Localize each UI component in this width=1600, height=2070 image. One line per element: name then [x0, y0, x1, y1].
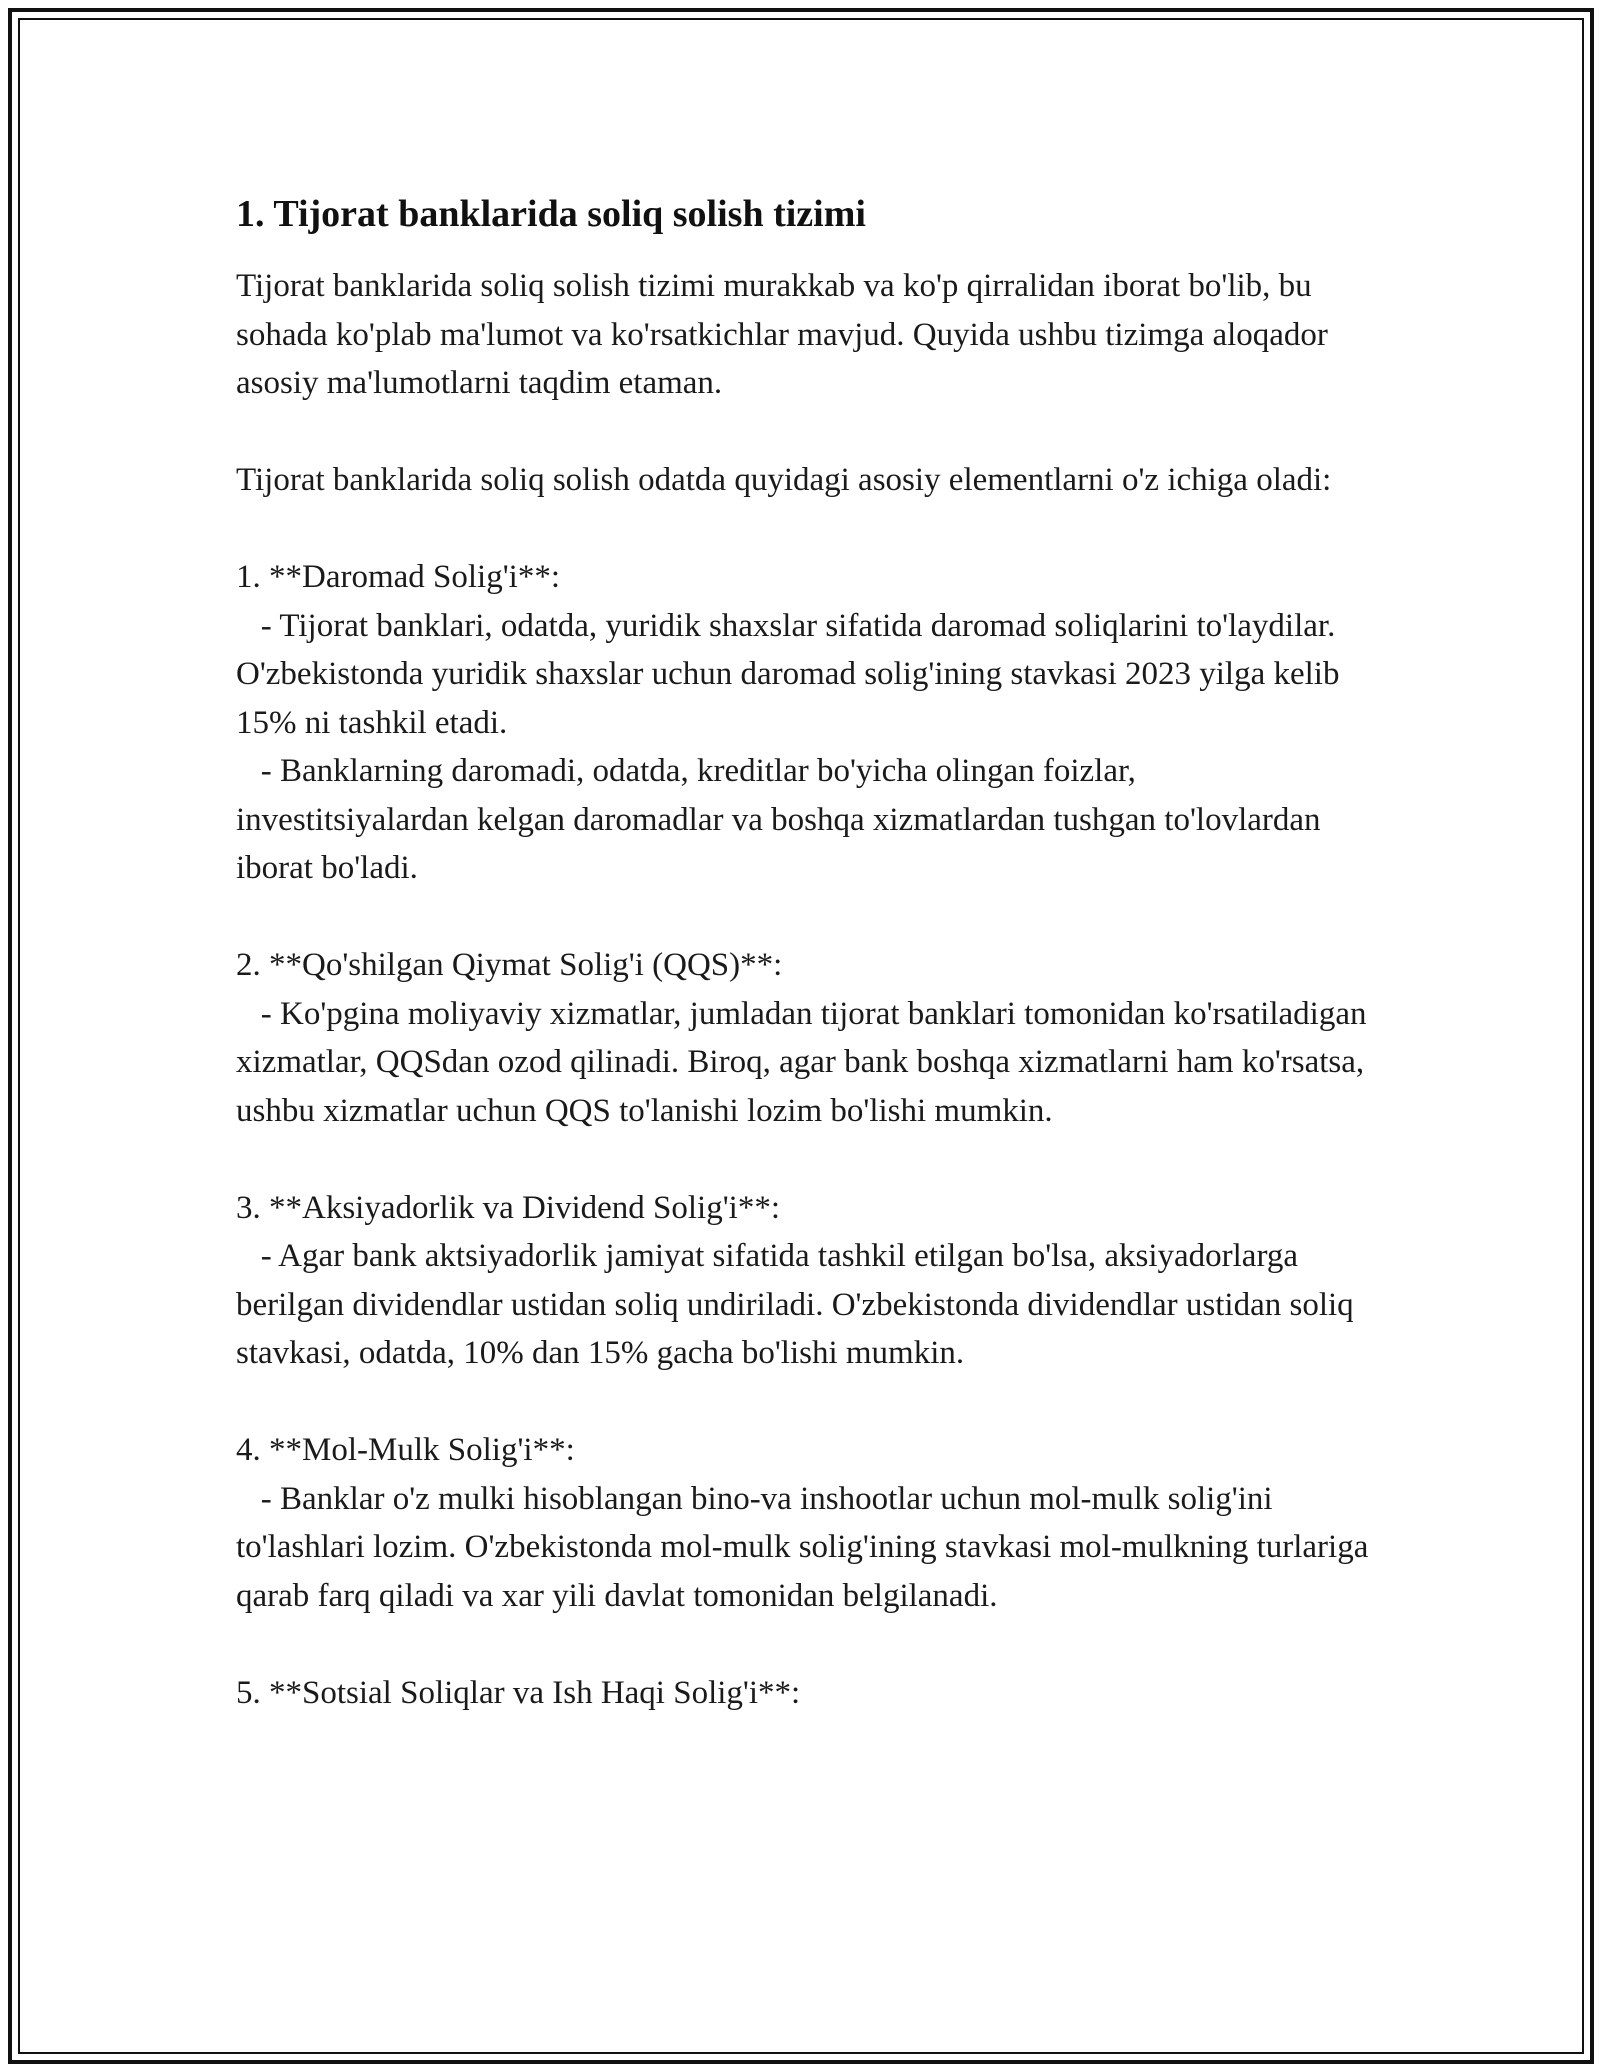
section-body: - Banklar o'z mulki hisoblangan bino-va inshootlar uchun mol-mulk solig'ini to'lashlari lozim. O'zbekistonda mol-mulk solig'ining stavkasi mol-mulkning turlariga qarab farq qiladi va xar yili davlat tomonidan belgilanadi. [236, 1480, 1377, 1614]
section-5 [236, 1669, 1376, 1718]
paragraph-gap [236, 505, 1376, 554]
paragraph-gap [236, 1620, 1376, 1669]
document-body [236, 186, 1376, 1717]
paragraph-gap [236, 408, 1376, 457]
paragraph-gap [236, 893, 1376, 942]
section-2 [236, 941, 1376, 1135]
intro-paragraph: Tijorat banklarida soliq solish tizimi murakkab va ko'p qirralidan iborat bo'lib, bu sohada ko'plab ma'lumot va ko'rsatkichlar mavjud. Quyida ushbu tizimga aloqador asosiy ma'lumotlarni taqdim etaman. [236, 268, 1337, 401]
section-1 [236, 553, 1376, 893]
section-body: - Tijorat banklari, odatda, yuridik shaxslar sifatida daromad soliqlarini to'laydilar. O'zbekistonda yuridik shaxslar uchun daromad solig'ining stavkasi 2023 yilga kelib 15% ni tashkil etadi. - Banklarning daromadi, odatda, kreditlar bo'yicha olingan foizlar, investitsiyalardan kelgan daromadlar va boshqa xizmatlardan tushgan to'lovlardan iborat bo'ladi. [236, 607, 1340, 886]
section-3 [236, 1184, 1376, 1378]
section-heading: 4. **Mol-Mulk Solig'i**: [236, 1432, 575, 1468]
section-4 [236, 1426, 1376, 1620]
section-heading: 1. **Daromad Solig'i**: [236, 559, 561, 595]
paragraph-gap [236, 1378, 1376, 1427]
section-heading: 2. **Qo'shilgan Qiymat Solig'i (QQS)**: [236, 947, 783, 983]
lead-paragraph: Tijorat banklarida soliq solish odatda quyidagi asosiy elementlarni o'z ichiga oladi: [236, 462, 1332, 498]
section-body: - Agar bank aktsiyadorlik jamiyat sifatida tashkil etilgan bo'lsa, aksiyadorlarga berilgan dividendlar ustidan soliq undiriladi. O'zbekistonda dividendlar ustidan soliq stavkasi, odatda, 10% dan 15% gacha bo'lishi mumkin. [236, 1238, 1362, 1371]
paragraph-gap [236, 1135, 1376, 1184]
section-body: - Ko'pgina moliyaviy xizmatlar, jumladan tijorat banklari tomonidan ko'rsatiladigan xizmatlar, QQSdan ozod qilinadi. Biroq, agar bank boshqa xizmatlarni ham ko'rsatsa, ushbu xizmatlar uchun QQS to'lanishi lozim bo'lishi mumkin. [236, 995, 1375, 1129]
document-title: 1. Tijorat banklarida soliq solish tizimi [236, 193, 866, 235]
section-heading: 5. **Sotsial Soliqlar va Ish Haqi Solig'i**: [236, 1674, 801, 1711]
section-heading: 3. **Aksiyadorlik va Dividend Solig'i**: [236, 1189, 781, 1226]
